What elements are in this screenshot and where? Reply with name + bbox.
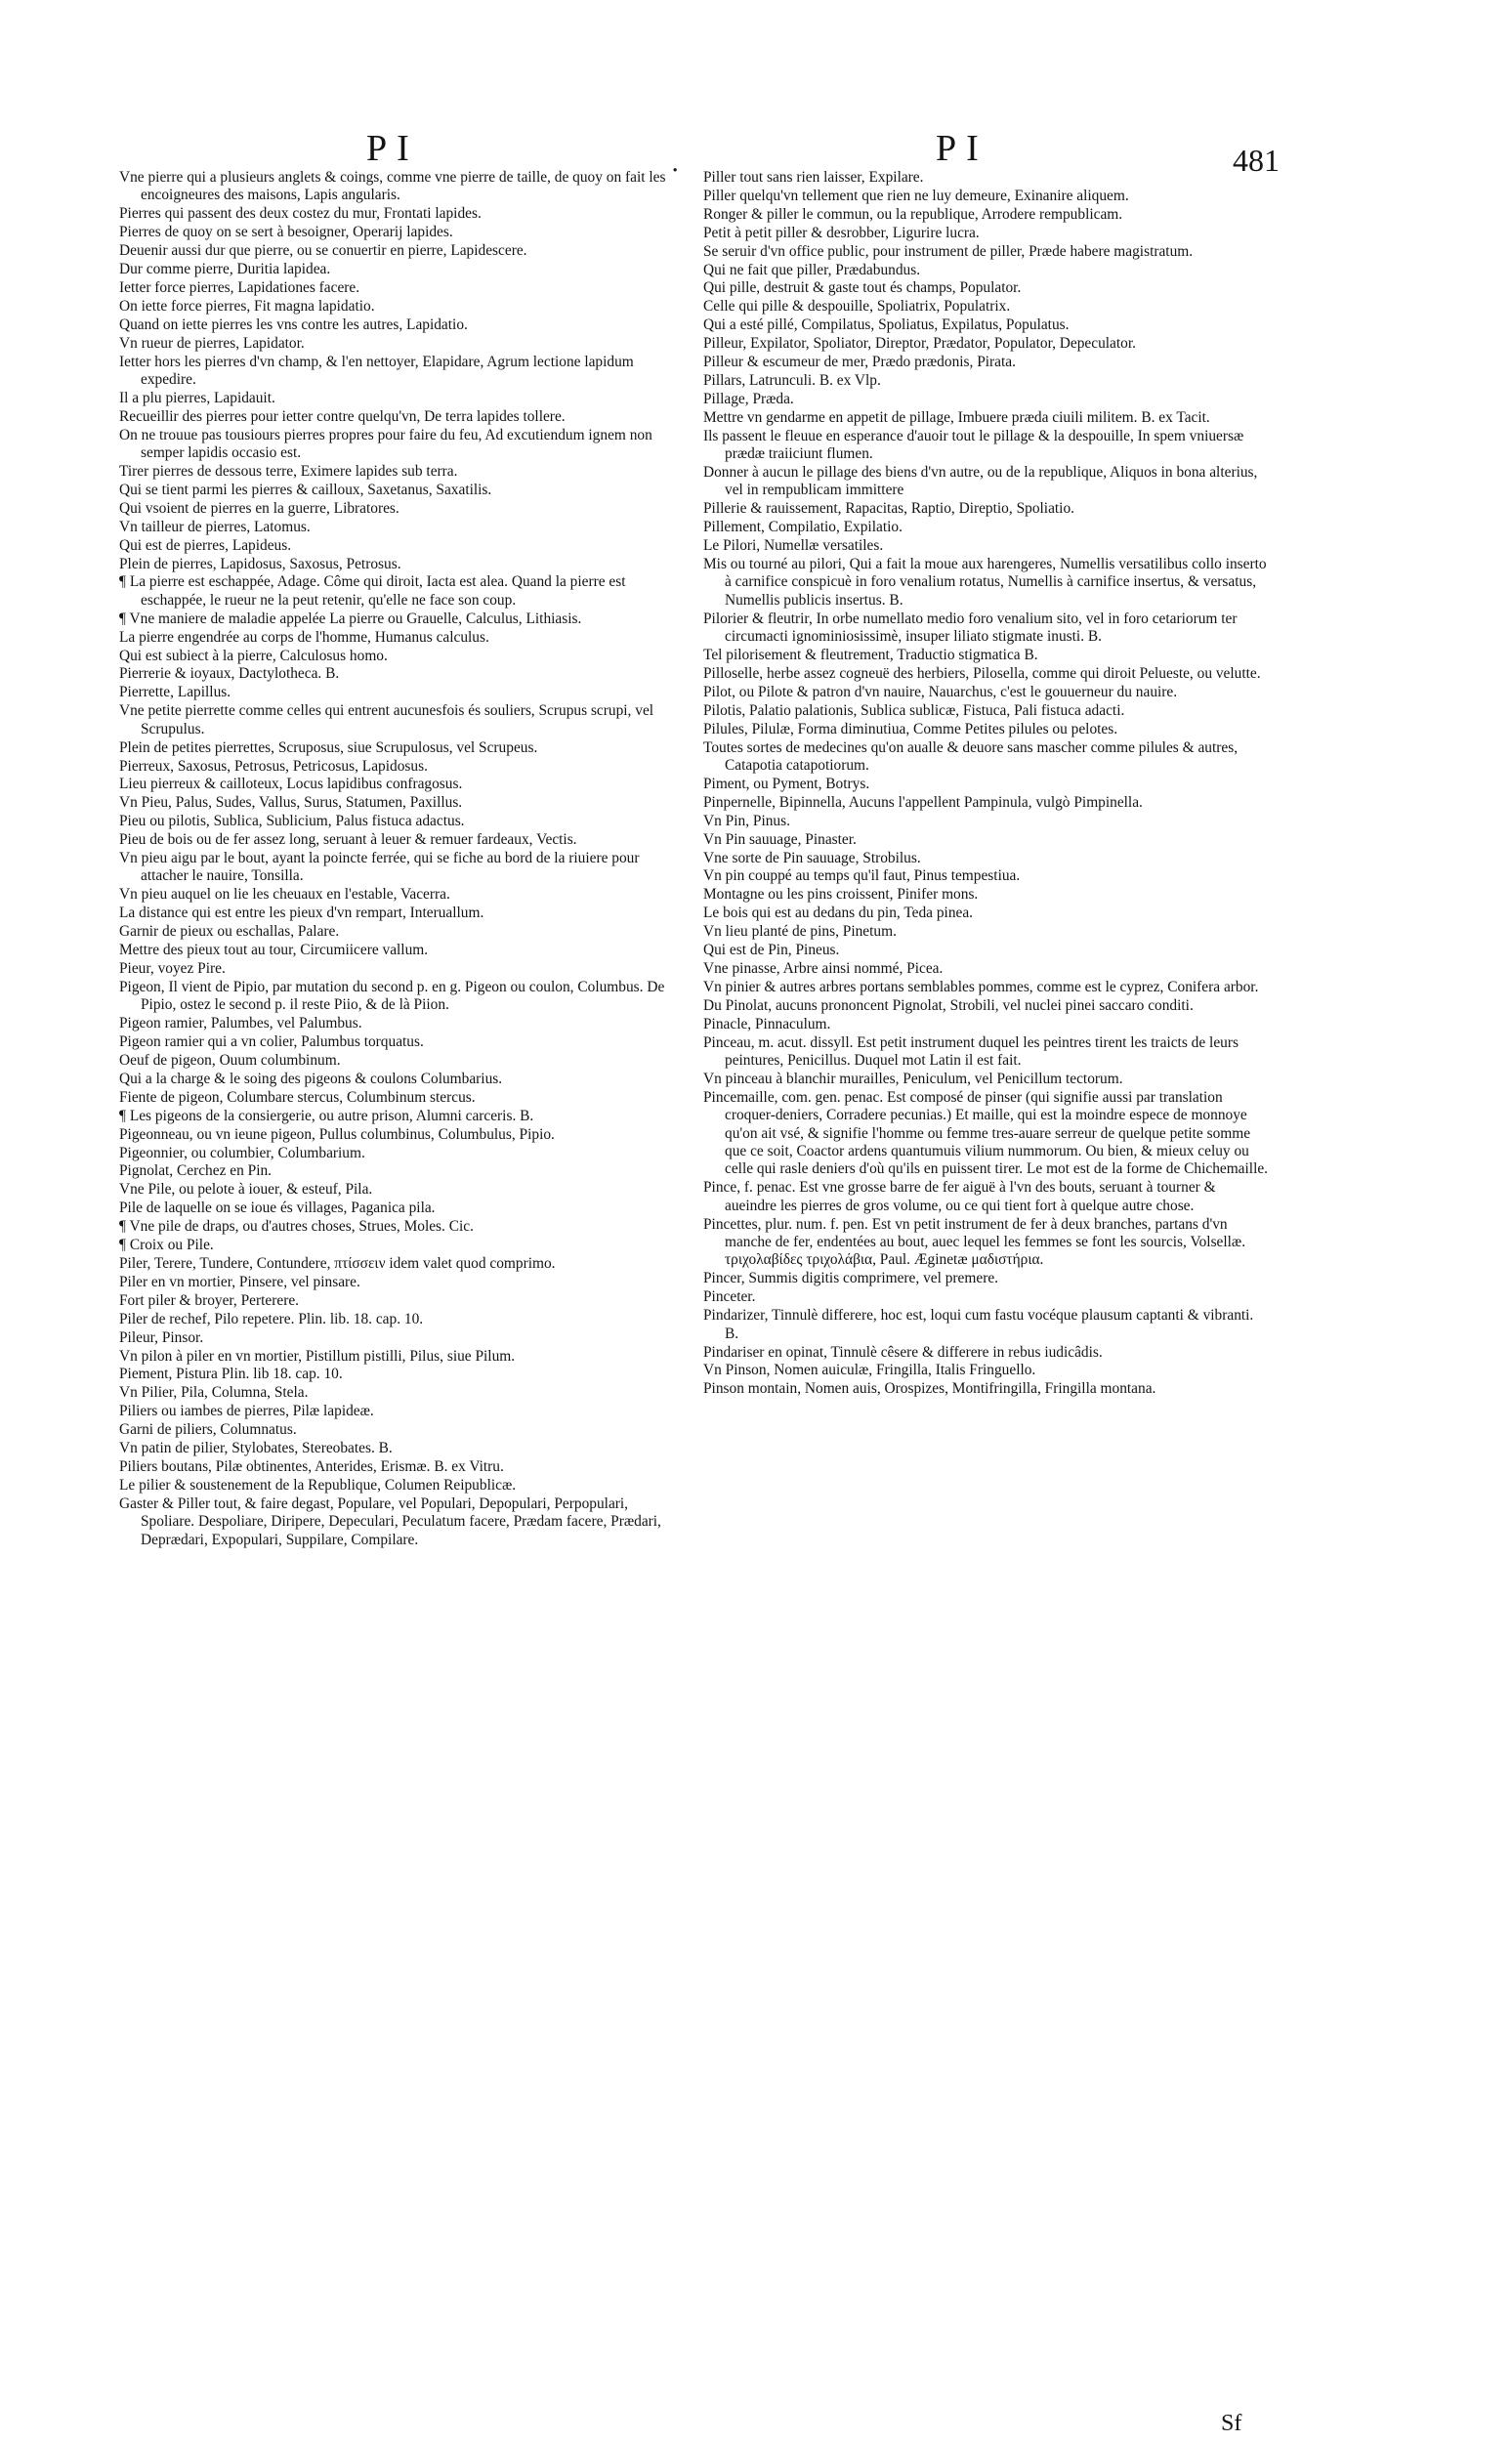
dictionary-entry: Piler en vn mortier, Pinsere, vel pinsare.	[119, 1273, 360, 1290]
dictionary-entry: Vne sorte de Pin sauuage, Strobilus.	[703, 849, 921, 866]
dictionary-entry: Plein de pierres, Lapidosus, Saxosus, Petrosus.	[119, 555, 401, 572]
dictionary-entry: Piment, ou Pyment, Botrys.	[703, 775, 870, 792]
dictionary-entry: Pinson montain, Nomen auis, Orospizes, Montifringilla, Fringilla montana.	[703, 1380, 1156, 1398]
dictionary-entry: Pigeonnier, ou columbier, Columbarium.	[119, 1144, 365, 1161]
dictionary-entry: Vne pierre qui a plusieurs anglets & coings, comme vne pierre de taille, de quoy on fait les encoigneures des maisons, Lapis angularis.	[119, 169, 666, 204]
dictionary-entry: Qui vsoient de pierres en la guerre, Libratores.	[119, 499, 399, 517]
dictionary-entry: ¶ Vne pile de draps, ou d'autres choses, Strues, Moles. Cic.	[119, 1218, 474, 1236]
dictionary-entry: Qui est de Pin, Pineus.	[703, 942, 840, 959]
dictionary-entry: Vn Pieu, Palus, Sudes, Vallus, Surus, Statumen, Paxillus.	[119, 794, 463, 812]
dictionary-entry: Vn lieu planté de pins, Pinetum.	[703, 923, 897, 941]
running-head-left: PI	[366, 128, 419, 169]
dictionary-entry: Vn rueur de pierres, Lapidator.	[119, 334, 305, 352]
dictionary-entry: Vne petite pierrette comme celles qui entrent aucunesfois és souliers, Scrupus scrupi, vel Scrupulus.	[119, 702, 654, 737]
dictionary-entry: Pindariser en opinat, Tinnulè cêsere & differere in rebus iudicâdis.	[703, 1343, 1103, 1361]
dictionary-entry: Pilorier & fleutrir, In orbe numellato medio foro venalium sito, vel in foro cetariorum ter circumacti ignominiosissimè, insuper liliato stigmate inusti. B.	[703, 610, 1238, 646]
dictionary-entry: Pincer, Summis digitis comprimere, vel premere.	[703, 1270, 998, 1287]
dictionary-entry: Ils passent le fleuue en esperance d'auoir tout le pillage & la despouille, In spem vniuersæ prædæ traiiciunt flumen.	[703, 427, 1244, 463]
dictionary-entry: Le pilier & soustenement de la Republique, Columen Reipublicæ.	[119, 1476, 517, 1494]
dictionary-entry: Plein de petites pierrettes, Scruposus, siue Scrupulosus, vel Scrupeus.	[119, 738, 538, 756]
dictionary-entry: Du Pinolat, aucuns prononcent Pignolat, Strobili, vel nuclei pinei saccaro conditi.	[703, 996, 1194, 1014]
dictionary-entry: Vn pieu auquel on lie les cheuaux en l'estable, Vacerra.	[119, 886, 450, 904]
dictionary-entry: On ne trouue pas tousiours pierres propres pour faire du feu, Ad excutiendum ignem non semper lapidis occasio est.	[119, 426, 652, 462]
dictionary-entry: Vn Pinson, Nomen auiculæ, Fringilla, Italis Fringuello.	[703, 1362, 1036, 1379]
dictionary-entry: La distance qui est entre les pieux d'vn rempart, Interuallum.	[119, 905, 484, 922]
running-head-right: PI	[936, 128, 988, 169]
dictionary-entry: Pinpernelle, Bipinnella, Aucuns l'appellent Pampinula, vulgò Pimpinella.	[703, 793, 1143, 811]
dictionary-entry: La pierre engendrée au corps de l'homme, Humanus calculus.	[119, 628, 489, 646]
dictionary-entry: Recueillir des pierres pour ietter contre quelqu'vn, De terra lapides tollere.	[119, 407, 566, 425]
dictionary-entry: Mettre des pieux tout au tour, Circumiicere vallum.	[119, 942, 429, 959]
dictionary-entry: Mis ou tourné au pilori, Qui a fait la moue aux harengeres, Numellis versatilibus collo inserto à carnifice conspicuè in foro venalium rotatus, Numellis à carnifice insertus, & versatus, Numellis publicis insertus. B.	[703, 556, 1267, 609]
dictionary-entry: Pilules, Pilulæ, Forma diminutiua, Comme Petites pilules ou pelotes.	[703, 720, 1118, 737]
dictionary-entry: Pilot, ou Pilote & patron d'vn nauire, Nauarchus, c'est le gouuerneur du nauire.	[703, 683, 1178, 700]
dictionary-entry: Vn pilon à piler en vn mortier, Pistillum pistilli, Pilus, siue Pilum.	[119, 1347, 516, 1365]
dictionary-entry: Qui pille, destruit & gaste tout és champs, Populator.	[703, 279, 1022, 297]
dictionary-entry: Montagne ou les pins croissent, Pinifer mons.	[703, 886, 979, 904]
dictionary-entry: Tel pilorisement & fleutrement, Traductio stigmatica B.	[703, 647, 1038, 664]
dictionary-entry: Pignolat, Cerchez en Pin.	[119, 1162, 273, 1180]
dictionary-entry: Pinceau, m. acut. dissyll. Est petit instrument duquel les peintres tirent les traicts de leurs peintures, Penicillus. Duquel mot Latin il est fait.	[703, 1033, 1239, 1069]
left-column	[119, 169, 666, 1549]
dictionary-entry: Toutes sortes de medecines qu'on aualle & deuore sans mascher comme pilules & autres, Catapotia catapotiorum.	[703, 738, 1239, 774]
dictionary-entry: Pieur, voyez Pire.	[119, 959, 226, 977]
dictionary-entry: Le Pilori, Numellæ versatiles.	[703, 537, 884, 555]
dictionary-entry: Se seruir d'vn office public, pour instrument de piller, Præde habere magistratum.	[703, 242, 1194, 260]
dictionary-entry: ¶ La pierre est eschappée, Adage. Côme qui diroit, Iacta est alea. Quand la pierre est eschappée, le rueur ne la peut retenir, qu'elle ne face son coup.	[119, 573, 626, 609]
dictionary-entry: Le bois qui est au dedans du pin, Teda pinea.	[703, 905, 974, 922]
dictionary-entry: Pilleur, Expilator, Spoliator, Direptor, Prædator, Populator, Depeculator.	[703, 335, 1136, 353]
dictionary-entry: Vn pinier & autres arbres portans semblables pommes, comme est le cyprez, Conifera arbor.	[703, 978, 1259, 995]
dictionary-entry: Piement, Pistura Plin. lib 18. cap. 10.	[119, 1366, 343, 1383]
head-dot: .	[671, 148, 680, 178]
dictionary-entry: Vn Pilier, Pila, Columna, Stela.	[119, 1384, 309, 1402]
dictionary-entry: ¶ Les pigeons de la consiergerie, ou autre prison, Alumni carceris. B.	[119, 1107, 534, 1124]
dictionary-entry: Pierreux, Saxosus, Petrosus, Petricosus, Lapidosus.	[119, 757, 428, 775]
dictionary-entry: Qui est subiect à la pierre, Calculosus homo.	[119, 647, 388, 664]
dictionary-entry: Pigeonneau, ou vn ieune pigeon, Pullus columbinus, Columbulus, Pipio.	[119, 1125, 555, 1143]
dictionary-entry: Pinacle, Pinnaculum.	[703, 1015, 831, 1032]
dictionary-entry: Piller tout sans rien laisser, Expilare.	[703, 169, 924, 186]
dictionary-entry: Piller quelqu'vn tellement que rien ne luy demeure, Exinanire aliquem.	[703, 187, 1129, 204]
dictionary-entry: Quand on iette pierres les vns contre les autres, Lapidatio.	[119, 316, 468, 333]
dictionary-entry: Pince, f. penac. Est vne grosse barre de fer aiguë à l'vn des bouts, seruant à tourner & aueindre les pierres de gros volume, ou ce qui tient fort à quelque autre chose.	[703, 1179, 1216, 1214]
dictionary-entry: Tirer pierres de dessous terre, Eximere lapides sub terra.	[119, 463, 458, 480]
dictionary-entry: Piliers ou iambes de pierres, Pilæ lapideæ.	[119, 1403, 374, 1420]
dictionary-entry: On iette force pierres, Fit magna lapidatio.	[119, 297, 375, 315]
dictionary-entry: Pierres qui passent des deux costez du mur, Frontati lapides.	[119, 205, 482, 223]
dictionary-entry: Garni de piliers, Columnatus.	[119, 1421, 297, 1439]
dictionary-entry: Pigeon ramier, Palumbes, vel Palumbus.	[119, 1015, 362, 1032]
dictionary-entry: Qui se tient parmi les pierres & cailloux, Saxetanus, Saxatilis.	[119, 481, 492, 498]
dictionary-entry: Pincettes, plur. num. f. pen. Est vn petit instrument de fer à deux branches, partans d'vn manche de fer, endentées au bout, auec lequel les femmes se font les sourcis, Volsellæ. τριχολαβίδες τριχολάβια, Paul. Æginetæ μαδιστήρια.	[703, 1215, 1246, 1269]
dictionary-entry: Il a plu pierres, Lapidauit.	[119, 389, 275, 406]
dictionary-entry: Vn Pin sauuage, Pinaster.	[703, 830, 857, 848]
dictionary-entry: Fort piler & broyer, Perterere.	[119, 1291, 300, 1309]
dictionary-entry: Vn pin couppé au temps qu'il faut, Pinus tempestiua.	[703, 867, 1021, 885]
dictionary-entry: Ietter hors les pierres d'vn champ, & l'en nettoyer, Elapidare, Agrum lectione lapidum expedire.	[119, 353, 634, 388]
dictionary-entry: Deuenir aussi dur que pierre, ou se conuertir en pierre, Lapidescere.	[119, 242, 527, 260]
dictionary-entry: Piler de rechef, Pilo repetere. Plin. lib. 18. cap. 10.	[119, 1310, 424, 1327]
dictionary-entry: Pilleur & escumeur de mer, Prædo prædonis, Pirata.	[703, 354, 1016, 371]
dictionary-entry: Pigeon ramier qui a vn colier, Palumbus torquatus.	[119, 1033, 424, 1051]
dictionary-entry: Pigeon, Il vient de Pipio, par mutation du second p. en g. Pigeon ou coulon, Columbus. De Pipio, ostez le second p. il reste Piio, & de là Piion.	[119, 978, 665, 1014]
dictionary-entry: Qui a la charge & le soing des pigeons & coulons Columbarius.	[119, 1070, 503, 1087]
dictionary-entry: Pillerie & rauissement, Rapacitas, Raptio, Direptio, Spoliatio.	[703, 500, 1074, 518]
dictionary-entry: Pieu de bois ou de fer assez long, seruant à leuer & remuer fardeaux, Vectis.	[119, 831, 577, 849]
dictionary-entry: Ietter force pierres, Lapidationes facere.	[119, 278, 360, 296]
dictionary-entry: Ronger & piller le commun, ou la republique, Arrodere rempublicam.	[703, 205, 1123, 223]
dictionary-entry: Vn patin de pilier, Stylobates, Stereobates. B.	[119, 1440, 393, 1457]
dictionary-entry: Pierrerie & ioyaux, Dactylotheca. B.	[119, 665, 340, 683]
dictionary-entry: Pieu ou pilotis, Sublica, Sublicium, Palus fistuca adactus.	[119, 813, 465, 830]
dictionary-entry: Mettre vn gendarme en appetit de pillage, Imbuere præda ciuili militem. B. ex Tacit.	[703, 408, 1210, 426]
dictionary-entry: Pillement, Compilatio, Expilatio.	[703, 519, 903, 536]
dictionary-entry: Vn pinceau à blanchir murailles, Peniculum, vel Penicillum tectorum.	[703, 1070, 1123, 1087]
dictionary-entry: Pillage, Præda.	[703, 390, 794, 407]
dictionary-entry: Oeuf de pigeon, Ouum columbinum.	[119, 1052, 341, 1069]
page-number: 481	[1233, 143, 1280, 178]
signature-mark: Sf	[1221, 2411, 1242, 2436]
dictionary-entry: Vn pieu aigu par le bout, ayant la poincte ferrée, qui se fiche au bord de la riuiere pour attacher le nauire, Tonsilla.	[119, 850, 640, 885]
dictionary-entry: Lieu pierreux & cailloteux, Locus lapidibus confragosus.	[119, 776, 463, 793]
dictionary-entry: Qui est de pierres, Lapideus.	[119, 536, 292, 554]
dictionary-entry: Vne Pile, ou pelote à iouer, & esteuf, Pila.	[119, 1181, 373, 1199]
dictionary-entry: Fiente de pigeon, Columbare stercus, Columbinum stercus.	[119, 1088, 476, 1106]
dictionary-entry: Vn Pin, Pinus.	[703, 812, 790, 829]
right-column	[703, 169, 1270, 1399]
dictionary-entry: Vn tailleur de pierres, Latomus.	[119, 518, 311, 535]
dictionary-entry: Pierrette, Lapillus.	[119, 684, 231, 701]
dictionary-entry: Pinceter.	[703, 1288, 756, 1306]
dictionary-entry: ¶ Vne maniere de maladie appelée La pierre ou Grauelle, Calculus, Lithiasis.	[119, 610, 582, 627]
dictionary-entry: Pindarizer, Tinnulè differere, hoc est, loqui cum fastu vocéque plausum captanti & vibranti. B.	[703, 1307, 1254, 1342]
dictionary-entry: Pile de laquelle on se ioue és villages, Paganica pila.	[119, 1200, 436, 1217]
dictionary-entry: Qui a esté pillé, Compilatus, Spoliatus, Expilatus, Populatus.	[703, 316, 1070, 334]
dictionary-entry: ¶ Croix ou Pile.	[119, 1237, 214, 1254]
dictionary-entry: Donner à aucun le pillage des biens d'vn autre, ou de la republique, Aliquos in bona alterius, vel in rempublicam immittere	[703, 464, 1258, 499]
dictionary-entry: Pileur, Pinsor.	[119, 1328, 204, 1346]
dictionary-entry: Pillars, Latrunculi. B. ex Vlp.	[703, 371, 881, 389]
dictionary-entry: Gaster & Piller tout, & faire degast, Populare, vel Populari, Depopulari, Perpopulari, Spoliare. Despoliare, Diripere, Depeculari, Peculatum facere, Prædam facere, Prædari, Deprædari, Expopulari, Suppilare, Compilare.	[119, 1495, 661, 1548]
dictionary-entry: Celle qui pille & despouille, Spoliatrix, Populatrix.	[703, 298, 1011, 316]
dictionary-entry: Vne pinasse, Arbre ainsi nommé, Picea.	[703, 959, 944, 977]
dictionary-entry: Pincemaille, com. gen. penac. Est composé de pinser (qui signifie aussi par translation croquer-deniers, Corradere pecunias.) Et maille, qui est la moindre espece de monnoye qu'on ait vsé, & signifie l'homme ou femme tres-auare serreur de quelque petite somme que ce soit, Coactor ardens quantumuis vilium nummorum. Ou bien, & mieux celuy ou celle qui rasle deniers d'où qu'ils en puissent tirer. Le mot est de la forme de Chichemaille.	[703, 1088, 1269, 1178]
dictionary-entry: Pilloselle, herbe assez cogneuë des herbiers, Pilosella, comme qui diroit Pelueste, ou velutte.	[703, 664, 1261, 682]
dictionary-entry: Pierres de quoy on se sert à besoigner, Operarij lapides.	[119, 224, 453, 241]
dictionary-entry: Qui ne fait que piller, Prædabundus.	[703, 261, 921, 278]
dictionary-entry: Piliers boutans, Pilæ obtinentes, Anterides, Erismæ. B. ex Vitru.	[119, 1457, 504, 1475]
dictionary-entry: Pilotis, Palatio palationis, Sublica sublicæ, Fistuca, Pali fistuca adacti.	[703, 701, 1125, 719]
dictionary-entry: Garnir de pieux ou eschallas, Palare.	[119, 923, 340, 941]
dictionary-entry: Dur comme pierre, Duritia lapidea.	[119, 261, 331, 278]
dictionary-entry: Petit à petit piller & desrobber, Ligurire lucra.	[703, 224, 980, 241]
dictionary-entry: Piler, Terere, Tundere, Contundere, πτίσσειν idem valet quod comprimo.	[119, 1254, 556, 1272]
